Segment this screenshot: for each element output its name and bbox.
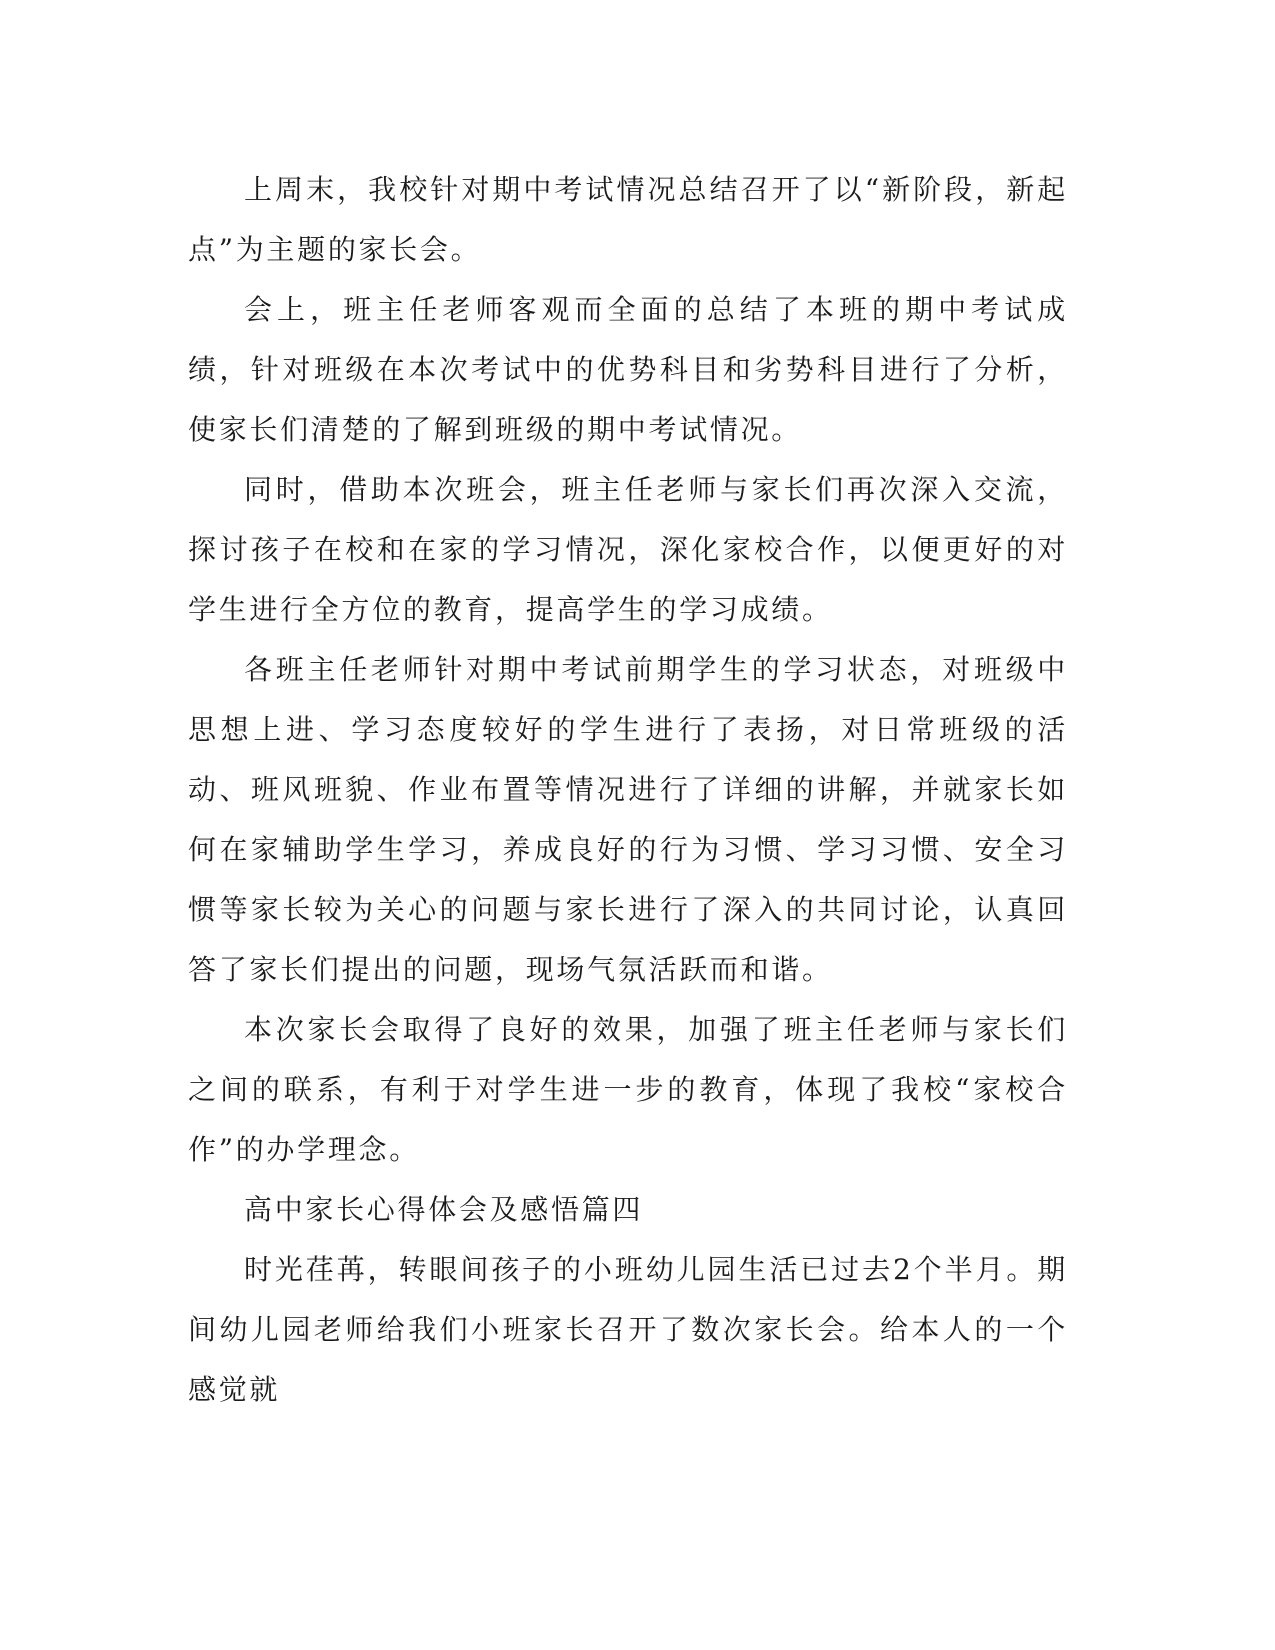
- paragraph-home-school-cooperation: 同时，借助本次班会，班主任老师与家长们再次深入交流，探讨孩子在校和在家的学习情况，深化家校合作，以便更好的对学生进行全方位的教育，提高学生的学习成绩。: [188, 473, 1068, 626]
- paragraph-meeting-effect: 本次家长会取得了良好的效果，加强了班主任老师与家长们之间的联系，有利于对学生进一步的教育，体现了我校“家校合作”的办学理念。: [188, 1013, 1068, 1166]
- paragraph-exam-analysis: 会上，班主任老师客观而全面的总结了本班的期中考试成绩，针对班级在本次考试中的优势科目和劣势科目进行了分析，使家长们清楚的了解到班级的期中考试情况。: [188, 293, 1068, 446]
- section-heading: 高中家长心得体会及感悟篇四: [244, 1193, 644, 1226]
- paragraph-parent-meeting-summary: 上周末，我校针对期中考试情况总结召开了以“新阶段，新起点”为主题的家长会。: [188, 173, 1068, 266]
- document-body: [188, 160, 1068, 1420]
- paragraph-kindergarten-intro: 时光荏苒，转眼间孩子的小班幼儿园生活已过去2个半月。期间幼儿园老师给我们小班家长召开了数次家长会。给本人的一个感觉就: [188, 1253, 1068, 1406]
- paragraph-teacher-discussion: 各班主任老师针对期中考试前期学生的学习状态，对班级中思想上进、学习态度较好的学生进行了表扬，对日常班级的活动、班风班貌、作业布置等情况进行了详细的讲解，并就家长如何在家辅助学生学习，养成良好的行为习惯、学习习惯、安全习惯等家长较为关心的问题与家长进行了深入的共同讨论，认真回答了家长们提出的问题，现场气氛活跃而和谐。: [188, 653, 1068, 986]
